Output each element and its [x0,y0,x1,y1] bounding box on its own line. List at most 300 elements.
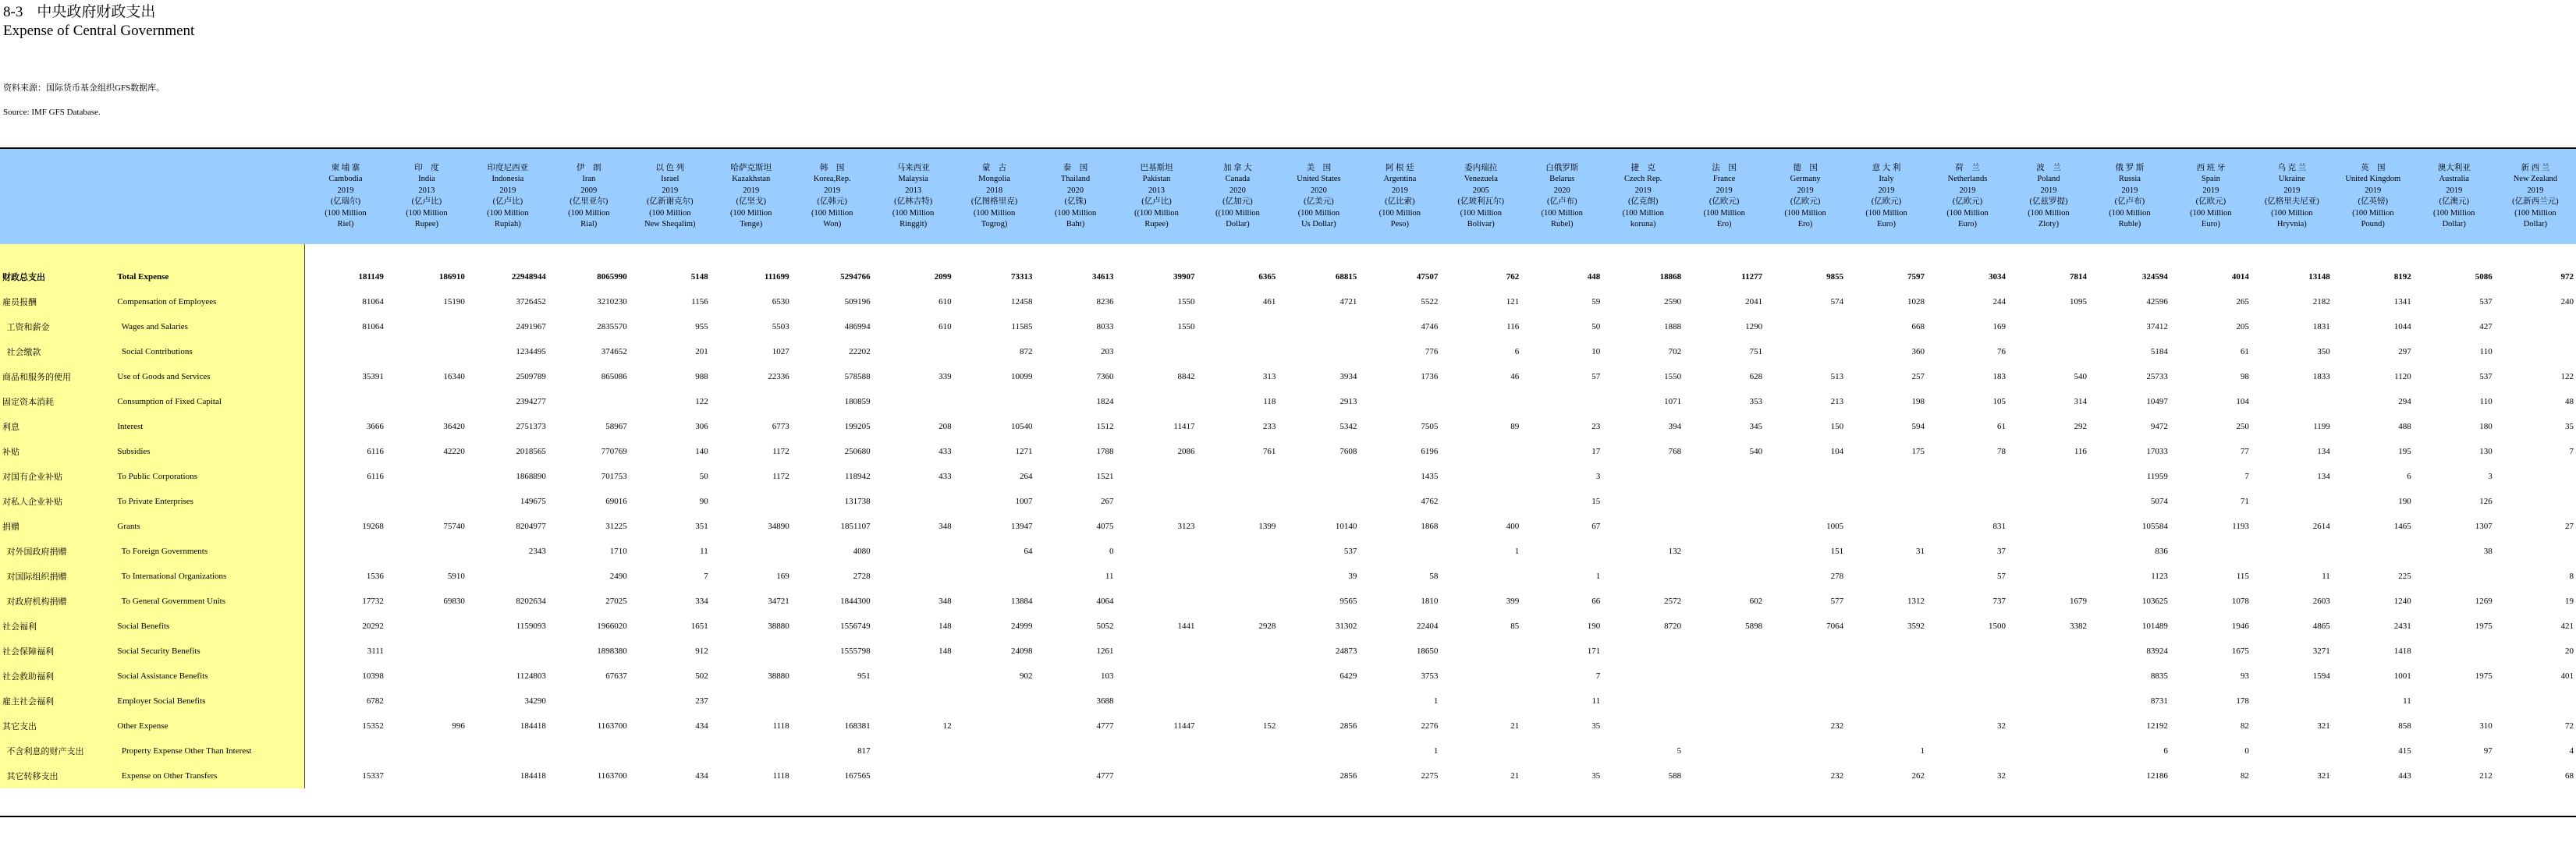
cell-value: 610 [939,297,952,306]
cell-value: 15 [1591,497,1601,506]
cell-value: 610 [939,322,952,331]
cell-value [1278,464,1359,489]
cell-value: 111699 [764,272,789,282]
country-header-unit-en2: Riel) [337,220,354,228]
country-header-unit-en2: Ringgit) [899,220,928,228]
cell-value [1927,639,2008,664]
cell-value: 1810 [1421,597,1439,606]
country-header-unit-en1: ((100 Million [1134,208,1179,218]
cell-value: 1071 [1664,397,1682,406]
country-header-unit-cn: (亿坚戈) [736,197,766,206]
cell-value [1521,389,1602,414]
cell-value: 110 [2479,347,2493,356]
cell-value: 82 [2240,721,2249,731]
cell-value [1116,539,1198,564]
cell-value: 486994 [844,322,871,331]
country-header-unit-en2: Hryvnia) [2276,220,2307,228]
country-header [1602,148,1684,244]
country-header-unit-cn: (亿卢布) [2114,197,2145,206]
cell-value: 11277 [1741,272,1763,282]
cell-value: 66 [1591,597,1601,606]
country-header [1521,148,1602,244]
cell-value [305,739,386,763]
cell-value: 184418 [520,721,546,731]
cell-value: 11585 [1011,322,1033,331]
country-header-cn: 意 大 利 [1872,163,1901,172]
cell-value [1440,489,1521,514]
country-header-unit-en2: Dollar) [1226,220,1250,228]
row-label-en: Consumption of Fixed Capital [117,389,305,414]
country-header-cn: 乌 克 兰 [2277,163,2307,172]
cell-value: 2835570 [597,322,627,331]
country-header [2008,148,2089,244]
cell-value: 39907 [1173,272,1195,282]
cell-value: 334 [695,597,708,606]
cell-value: 167565 [844,771,871,781]
cell-value: 31302 [1335,622,1357,631]
country-header-unit-en2: Won) [823,220,842,228]
cell-value: 105584 [2141,522,2168,531]
country-header-en: Korea,Rep. [813,175,851,183]
cell-value [386,339,467,364]
cell-value: 61 [1996,422,2006,431]
cell-value [305,489,386,514]
cell-value: 11 [2322,572,2330,581]
country-header-year: 2013 [1148,186,1165,195]
cell-value: 399 [1506,597,1520,606]
cell-value: 208 [939,422,952,431]
cell-value: 122 [695,397,708,406]
cell-value [2008,314,2089,339]
cell-value: 47507 [1416,272,1439,282]
cell-value: 178 [2236,696,2249,706]
cell-value: 770769 [601,447,627,456]
cell-value: 2603 [2312,597,2330,606]
country-header-unit-en1: (100 Million [1703,208,1745,218]
country-header-en: Canada [1225,175,1251,183]
cell-value: 15337 [362,771,384,781]
row-label-en: Social Contributions [117,339,305,364]
country-header-unit-en2: Rupiah) [494,220,521,228]
cell-value: 7064 [1826,622,1844,631]
cell-value: 1163700 [597,771,627,781]
cell-value [2495,339,2576,364]
cell-value [1602,564,1684,589]
cell-value [1846,639,1927,664]
cell-value: 16340 [443,372,465,381]
country-header-unit-en1: (100 Million [2028,208,2070,218]
cell-value: 2276 [1421,721,1439,731]
cell-value [2008,714,2089,739]
table-row [0,639,2576,664]
cell-value: 12 [942,721,952,731]
cell-value: 1341 [2393,297,2411,306]
cell-value: 8192 [2393,272,2411,282]
country-header-en: Netherlands [1947,175,1988,183]
cell-value: 8835 [2150,671,2168,681]
cell-value: 24098 [1011,646,1033,656]
cell-value [2495,314,2576,339]
table-row [0,689,2576,714]
cell-value: 1118 [772,721,789,731]
cell-value: 21 [1510,721,1520,731]
cell-value: 10497 [2146,397,2168,406]
country-header-unit-en2: Dollar) [2442,220,2466,228]
cell-value [1602,689,1684,714]
country-header-year: 2009 [580,186,598,195]
cell-value [873,739,954,763]
cell-value: 1078 [2231,597,2249,606]
cell-value: 1261 [1096,646,1114,656]
cell-value: 0 [1109,547,1114,556]
cell-value: 1555798 [840,646,871,656]
cell-value: 34890 [768,522,789,531]
cell-value: 64 [1024,547,1033,556]
cell-value: 1512 [1096,422,1114,431]
cell-value: 5148 [690,272,708,282]
cell-value: 225 [2398,572,2411,581]
country-header-unit-cn: (亿欧元) [1790,197,1821,206]
cell-value: 6 [2163,746,2168,756]
cell-value: 7597 [1907,272,1925,282]
cell-value [1440,739,1521,763]
cell-value [1684,489,1765,514]
cell-value [1684,514,1765,539]
cell-value: 32 [1996,771,2006,781]
cell-value: 22336 [768,372,789,381]
bottom-rule [0,816,2576,817]
cell-value: 2590 [1664,297,1682,306]
country-header-cn: 西 班 牙 [2196,163,2226,172]
cell-value: 8842 [1177,372,1195,381]
cell-value: 6365 [1258,272,1276,282]
table-title-en: Expense of Central Government [3,23,195,39]
cell-value: 10140 [1335,522,1357,531]
cell-value: 1095 [2069,297,2087,306]
cell-value [2495,689,2576,714]
cell-value: 78 [1996,447,2006,456]
cell-value [1197,489,1278,514]
cell-value: 3 [1595,472,1601,481]
cell-value: 1172 [772,447,789,456]
cell-value [1197,589,1278,614]
cell-value: 1651 [690,622,708,631]
row-label-cn: 社会救助福利 [0,664,117,689]
country-header [1116,148,1198,244]
cell-value [2251,739,2333,763]
country-header-year: 2013 [418,186,435,195]
cell-value: 434 [695,721,708,731]
cell-value [1440,389,1521,414]
cell-value [1116,739,1198,763]
table-row [0,289,2576,314]
cell-value: 9565 [1339,597,1357,606]
cell-value: 134 [2317,447,2330,456]
cell-value: 1868890 [516,472,546,481]
cell-value: 912 [695,646,708,656]
cell-value: 2018565 [516,447,546,456]
cell-value: 1435 [1421,472,1439,481]
country-header-en: Ukraine [2278,175,2305,183]
cell-value [1765,689,1846,714]
country-header [1927,148,2008,244]
cell-value: 148 [939,622,952,631]
cell-value: 4075 [1096,522,1114,531]
cell-value [1927,739,2008,763]
cell-value: 761 [1262,447,1276,456]
table-row [0,763,2576,788]
cell-value [2008,564,2089,589]
country-header-unit-cn: (亿玻利瓦尔) [1457,197,1505,206]
cell-value [1197,339,1278,364]
country-header [467,148,548,244]
country-header-year: 2019 [2283,186,2301,195]
cell-value: 5342 [1339,422,1357,431]
country-header-cn: 美 国 [1306,163,1332,172]
cell-value: 34721 [768,597,789,606]
country-header-cn: 韩 国 [819,163,845,172]
country-header-unit-en1: (100 Million [1054,208,1097,218]
cell-value: 11417 [1173,422,1195,431]
row-label-en: Interest [117,414,305,439]
cell-value: 104 [1830,447,1844,456]
cell-value: 98 [2240,372,2249,381]
cell-value [1359,539,1440,564]
cell-value: 15190 [443,297,465,306]
country-header-unit-cn: (亿林吉特) [894,197,933,206]
country-header-unit-en2: Rubel) [1550,220,1574,228]
country-header-unit-cn: (亿图格里克) [970,197,1018,206]
country-header [1197,148,1278,244]
country-header-unit-cn: (亿新西兰元) [2512,197,2559,206]
country-header [1278,148,1359,244]
cell-value [1278,739,1359,763]
cell-value [1846,564,1927,589]
cell-value: 4777 [1096,721,1114,731]
cell-value [1116,763,1198,788]
country-header [1440,148,1521,244]
cell-value: 267 [1101,497,1114,506]
country-header-unit-en1: (100 Million [2271,208,2313,218]
cell-value [1278,689,1359,714]
cell-value: 3123 [1177,522,1195,531]
cell-value: 244 [1992,297,2006,306]
cell-value [1684,464,1765,489]
cell-value: 1550 [1177,297,1195,306]
cell-value: 67 [1591,522,1601,531]
country-header-year: 2019 [2040,186,2057,195]
cell-value: 2856 [1339,721,1357,731]
cell-value [2008,514,2089,539]
cell-value: 8731 [2150,696,2168,706]
cell-value: 8204977 [516,522,546,531]
cell-value: 2913 [1339,397,1357,406]
country-header-unit-cn: (亿澳元) [2439,197,2469,206]
cell-value: 31 [1916,547,1925,556]
cell-value: 1521 [1096,472,1114,481]
cell-value [1602,514,1684,539]
country-header-cn: 白俄罗斯 [1545,163,1579,172]
country-header-year: 2020 [1229,186,1246,195]
country-header-year: 2019 [1878,186,1895,195]
cell-value: 1536 [366,572,384,581]
country-header-unit-cn: (亿比索) [1385,197,1415,206]
cell-value: 134 [2317,472,2330,481]
country-header-year: 2019 [824,186,841,195]
cell-value: 73313 [1011,272,1033,282]
row-label-cn: 社会福利 [0,614,117,639]
cell-value: 1831 [2312,322,2330,331]
country-header-year: 2019 [743,186,760,195]
country-header-unit-cn: (亿欧元) [2195,197,2227,206]
country-header-unit-cn: (亿卢比) [1141,197,1172,206]
cell-value: 321 [2317,721,2330,731]
table-row [0,314,2576,339]
cell-value: 762 [1506,272,1520,282]
cell-value: 348 [939,597,952,606]
cell-value [2008,489,2089,514]
country-header-unit-cn: (亿卢布) [1546,197,1577,206]
cell-value: 1312 [1907,597,1925,606]
country-header-year: 2005 [1472,186,1489,195]
cell-value: 3 [2488,472,2493,481]
cell-value [630,739,711,763]
country-header-unit-en2: Euro) [1958,220,1977,228]
row-label-en: Expense on Other Transfers [117,763,305,788]
cell-value [2414,689,2495,714]
cell-value: 972 [2560,272,2574,282]
country-header-en: Belarus [1549,175,1575,183]
cell-value: 85 [1510,622,1520,631]
cell-value: 181149 [358,272,384,282]
cell-value: 232 [1830,771,1844,781]
cell-value: 314 [2074,397,2087,406]
country-header-en: Germany [1790,175,1821,183]
cell-value: 42596 [2146,297,2168,306]
cell-value: 5086 [2475,272,2493,282]
country-header-unit-cn: (亿欧元) [1952,197,1983,206]
cell-value: 212 [2479,771,2493,781]
country-header [2251,148,2333,244]
cell-value: 118 [1263,397,1276,406]
cell-value: 3592 [1907,622,1925,631]
cell-value: 3934 [1339,372,1357,381]
cell-value: 150 [1830,422,1844,431]
country-header-en: Indonesia [491,175,524,183]
cell-value: 415 [2398,746,2411,756]
row-label-en: Use of Goods and Services [117,364,305,389]
cell-value [1197,689,1278,714]
cell-value [873,564,954,589]
cell-value: 97 [2483,746,2493,756]
cell-value: 6116 [367,447,384,456]
country-header-cn: 蒙 古 [981,163,1007,172]
source-note-cn: 资料来源：国际货币基金组织GFS数据库。 [3,83,165,93]
cell-value: 5910 [447,572,465,581]
cell-value [1521,739,1602,763]
cell-value: 3666 [366,422,384,431]
cell-value [1602,489,1684,514]
row-label-en: Social Assistance Benefits [117,664,305,689]
cell-value: 7608 [1339,447,1357,456]
cell-value: 17 [1591,447,1601,456]
country-header [711,148,792,244]
cell-value: 89 [1510,422,1520,431]
cell-value [873,489,954,514]
cell-value: 702 [1668,347,1682,356]
cell-value [2008,664,2089,689]
cell-value: 751 [1749,347,1763,356]
cell-value [711,689,792,714]
cell-value [1197,464,1278,489]
cell-value: 374652 [601,347,627,356]
cell-value: 1 [1595,572,1601,581]
cell-value [2414,639,2495,664]
cell-value: 0 [2244,746,2249,756]
cell-value: 205 [2236,322,2249,331]
cell-value: 4721 [1339,297,1357,306]
country-header-unit-en2: Ero) [1797,220,1813,228]
cell-value [1521,539,1602,564]
cell-value: 10398 [362,671,384,681]
cell-value: 81064 [362,322,384,331]
cell-value: 37412 [2146,322,2168,331]
cell-value: 2041 [1745,297,1763,306]
cell-value [386,614,467,639]
cell-value: 8065990 [597,272,627,282]
country-header-unit-en1: ((100 Million [1215,208,1260,218]
cell-value: 836 [2155,547,2168,556]
cell-value: 7 [2244,472,2249,481]
cell-value: 27025 [605,597,627,606]
cell-value [386,389,467,414]
country-header-year: 2019 [2365,186,2382,195]
country-header-en: France [1712,175,1736,183]
cell-value: 1118 [772,771,789,781]
country-header-unit-en2: Rial) [580,220,598,228]
cell-value [1440,564,1521,589]
country-header-unit-en2: Baht) [1066,220,1085,228]
cell-value: 21 [1510,771,1520,781]
cell-value: 9855 [1826,272,1844,282]
row-label-cn: 对私人企业补贴 [0,489,117,514]
cell-value [1116,464,1198,489]
cell-value [1846,664,1927,689]
cell-value: 262 [1911,771,1925,781]
cell-value [1197,639,1278,664]
spacer-row [0,244,2576,264]
cell-value: 201 [695,347,708,356]
country-header-year: 2019 [2446,186,2463,195]
country-header [792,148,873,244]
table-title-cn [3,3,194,22]
cell-value [1684,763,1765,788]
cell-value: 2509789 [516,372,546,381]
country-header-cn: 英 国 [2361,163,2386,172]
cell-value: 7 [1595,671,1601,681]
country-header-year: 2019 [1391,186,1408,195]
cell-value: 130 [2479,447,2493,456]
country-header-en: Russia [2118,175,2141,183]
country-header-cn: 德 国 [1793,163,1818,172]
cell-value: 1240 [2393,597,2411,606]
table-row [0,564,2576,589]
country-header-unit-en1: (100 Million [1784,208,1826,218]
cell-value [1684,639,1765,664]
cell-value: 737 [1992,597,2006,606]
cell-value: 5503 [772,322,789,331]
cell-value [386,763,467,788]
